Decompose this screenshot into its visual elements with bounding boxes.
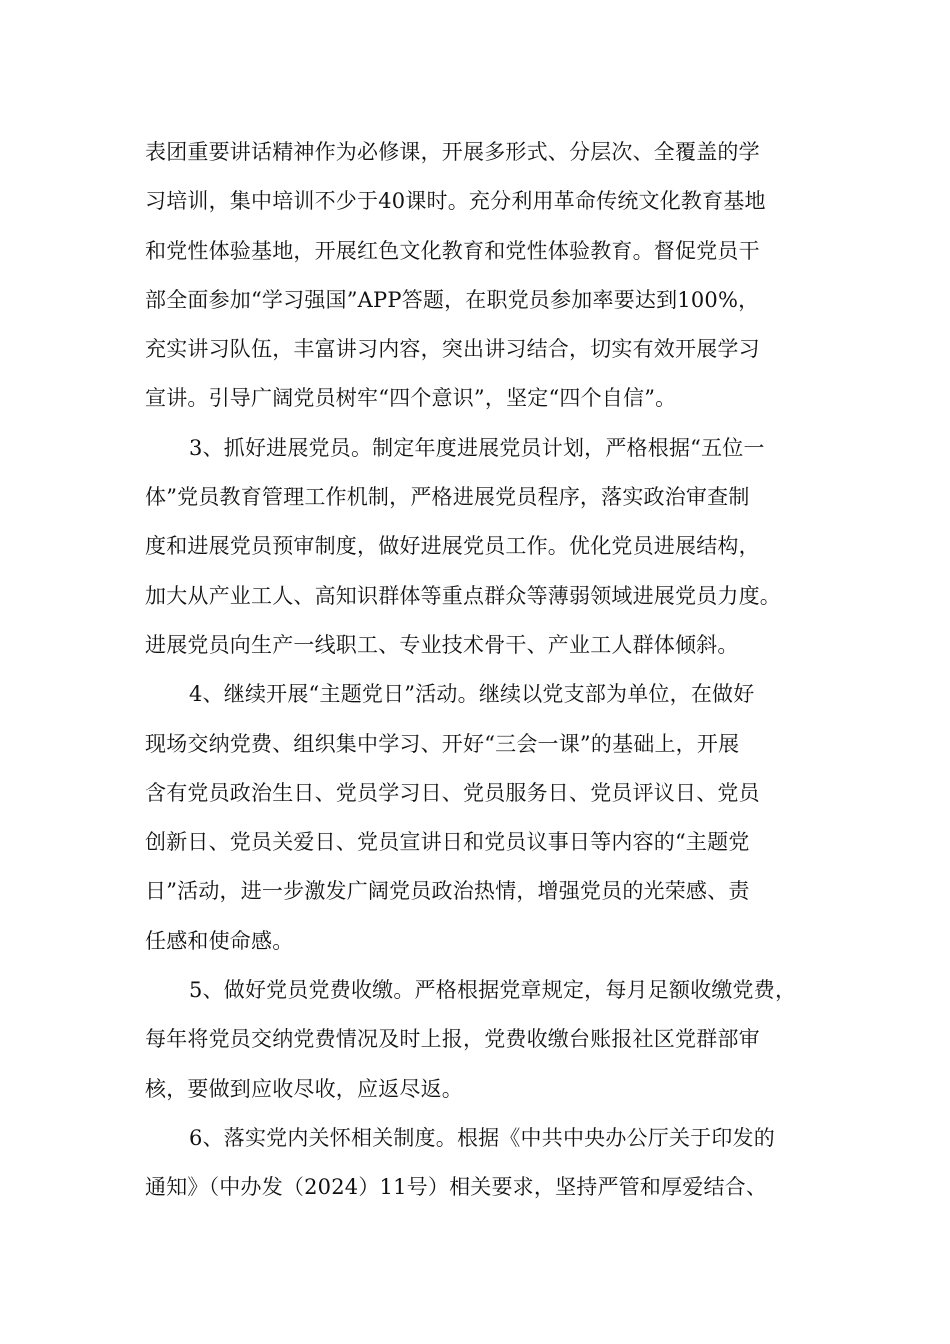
text-line: 日”活动，进一步激发广阔党员政治热情，增强党员的光荣感、责 bbox=[145, 879, 750, 904]
text-line: 加大从产业工人、高知识群体等重点群众等薄弱领域进展党员力度。 bbox=[145, 583, 781, 608]
text-line: 部全面参加“学习强国”APP答题，在职党员参加率要达到100%， bbox=[145, 287, 760, 312]
paragraph-first-line: 3、抓好进展党员。制定年度进展党员计划，严格根据“五位一 bbox=[189, 435, 765, 460]
text-line: 核，要做到应收尽收，应返尽返。 bbox=[145, 1076, 463, 1101]
text-line: 每年将党员交纳党费情况及时上报，党费收缴台账报社区党群部审 bbox=[145, 1027, 760, 1052]
text-line: 含有党员政治生日、党员学习日、党员服务日、党员评议日、党员 bbox=[145, 780, 760, 805]
document-body bbox=[145, 128, 820, 1213]
text-line: 习培训，集中培训不少于40课时。充分利用革命传统文化教育基地 bbox=[145, 189, 766, 214]
text-line: 任感和使命感。 bbox=[145, 928, 294, 953]
text-line: 通知》（中办发（2024）11号）相关要求，坚持严管和厚爱结合、 bbox=[145, 1175, 768, 1200]
text-line: 和党性体验基地，开展红色文化教育和党性体验教育。督促党员干 bbox=[145, 238, 760, 263]
text-line: 度和进展党员预审制度，做好进展党员工作。优化党员进展结构， bbox=[145, 534, 760, 559]
text-line: 表团重要讲话精神作为必修课，开展多形式、分层次、全覆盖的学 bbox=[145, 140, 760, 164]
text-line: 体”党员教育管理工作机制，严格进展党员程序，落实政治审查制 bbox=[145, 485, 750, 510]
text-line: 充实讲习队伍，丰富讲习内容，突出讲习结合，切实有效开展学习 bbox=[145, 337, 760, 362]
text-line: 宣讲。引导广阔党员树牢“四个意识”，坚定“四个自信”。 bbox=[145, 386, 677, 411]
text-line: 现场交纳党费、组织集中学习、开好“三会一课”的基础上，开展 bbox=[145, 731, 740, 756]
paragraph-first-line: 4、继续开展“主题党日”活动。继续以党支部为单位，在做好 bbox=[189, 682, 755, 707]
text-line: 创新日、党员关爱日、党员宣讲日和党员议事日等内容的“主题党 bbox=[145, 830, 750, 855]
paragraph-first-line: 5、做好党员党费收缴。严格根据党章规定，每月足额收缴党费， bbox=[189, 978, 797, 1003]
paragraph-first-line: 6、落实党内关怀相关制度。根据《中共中央办公厅关于印发的 bbox=[189, 1125, 775, 1150]
text-line: 进展党员向生产一线职工、专业技术骨干、产业工人群体倾斜。 bbox=[145, 632, 739, 657]
